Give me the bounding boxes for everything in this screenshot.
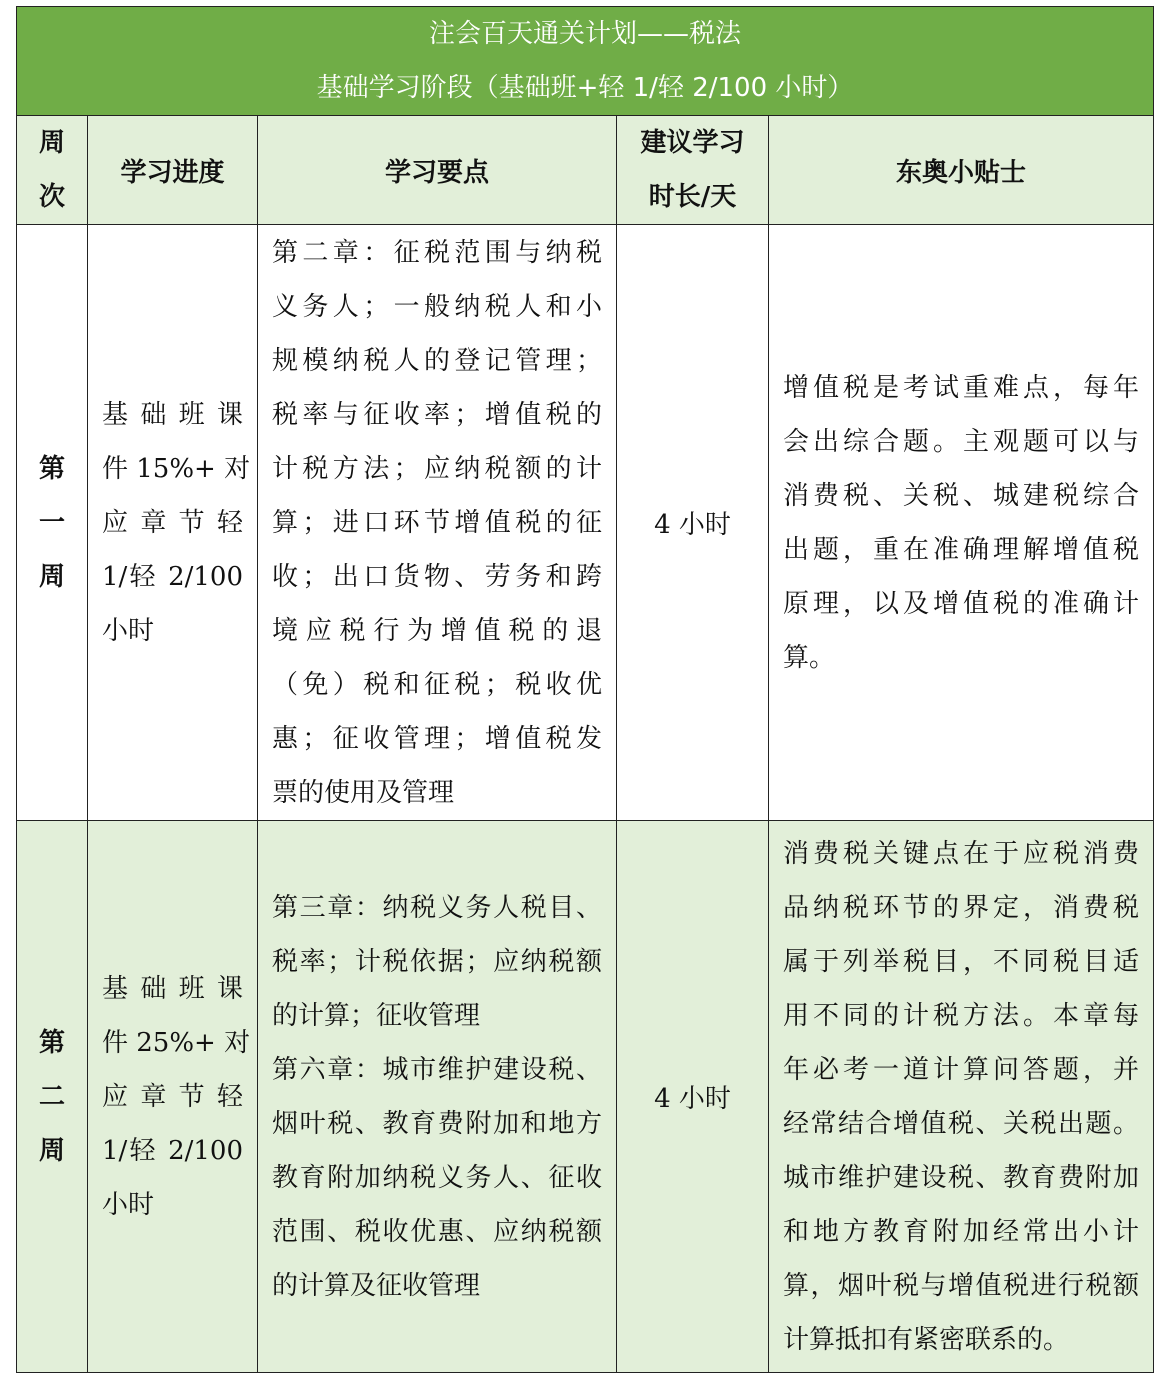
text-line: 境应税行为增值税的退 bbox=[272, 615, 602, 646]
text-line: 基础班课 bbox=[102, 399, 243, 430]
tips-cell bbox=[769, 225, 1154, 821]
progress-cell bbox=[88, 225, 258, 821]
header-duration-line: 时长/天 bbox=[648, 182, 737, 212]
text-line: 用不同的计税方法。本章每 bbox=[783, 1000, 1139, 1031]
text-line: 小时 bbox=[102, 1189, 155, 1220]
text-line: 义务人；一般纳税人和小 bbox=[272, 291, 602, 322]
week-cell bbox=[17, 821, 88, 1373]
text-line: 烟叶税、教育费附加和地方 bbox=[272, 1108, 602, 1139]
study-plan-table bbox=[16, 6, 1154, 1373]
header-progress: 学习进度 bbox=[88, 116, 258, 225]
header-duration-line: 建议学习 bbox=[640, 128, 745, 158]
text-line: 算；进口环节增值税的征 bbox=[272, 507, 602, 538]
text-line: 教育附加纳税义务人、征收 bbox=[272, 1162, 602, 1193]
title-line-2: 基础学习阶段（基础班+轻 1/轻 2/100 小时） bbox=[316, 73, 854, 103]
text-line: 应章节轻 bbox=[102, 1081, 243, 1112]
points-cell bbox=[258, 821, 617, 1373]
tips-cell bbox=[769, 821, 1154, 1373]
text-line: 和地方教育附加经常出小计 bbox=[783, 1216, 1139, 1247]
text-line: 的计算；征收管理 bbox=[272, 1000, 481, 1031]
text-line: 原理，以及增值税的准确计 bbox=[783, 588, 1139, 619]
text-line: 件 25%+ 对 bbox=[102, 1027, 251, 1058]
table-row bbox=[17, 225, 1154, 821]
text-line: 出题，重在准确理解增值税 bbox=[783, 534, 1139, 565]
header-row bbox=[17, 116, 1154, 225]
text-line: 计税方法；应纳税额的计 bbox=[272, 453, 602, 484]
text-line: 应章节轻 bbox=[102, 507, 243, 538]
text-line: 范围、税收优惠、应纳税额 bbox=[272, 1216, 602, 1247]
week-char: 二 bbox=[38, 1081, 65, 1112]
text-line: 品纳税环节的界定，消费税 bbox=[783, 892, 1139, 923]
header-tips: 东奥小贴士 bbox=[769, 116, 1154, 225]
text-line: 消费税、关税、城建税综合 bbox=[783, 480, 1139, 511]
text-line: 第三章：纳税义务人税目、 bbox=[272, 892, 602, 923]
duration-cell: 4 小时 bbox=[617, 225, 769, 821]
duration-cell: 4 小时 bbox=[617, 821, 769, 1373]
text-line: 1/轻 2/100 bbox=[102, 1135, 243, 1166]
text-line: 惠；征收管理；增值税发 bbox=[272, 723, 602, 754]
text-line: 算。 bbox=[783, 642, 836, 673]
header-points: 学习要点 bbox=[258, 116, 617, 225]
text-line: 税率与征收率；增值税的 bbox=[272, 399, 602, 430]
header-week-line: 周 bbox=[38, 128, 65, 158]
text-line: 基础班课 bbox=[102, 973, 243, 1004]
progress-cell bbox=[88, 821, 258, 1373]
text-line: 年必考一道计算问答题，并 bbox=[783, 1054, 1139, 1085]
text-line: 小时 bbox=[102, 615, 155, 646]
text-line: 规模纳税人的登记管理； bbox=[272, 345, 602, 376]
text-line: 第二章：征税范围与纳税 bbox=[272, 237, 602, 268]
table-title bbox=[17, 7, 1154, 116]
text-line: 会出综合题。主观题可以与 bbox=[783, 426, 1139, 457]
week-cell bbox=[17, 225, 88, 821]
text-line: 计算抵扣有紧密联系的。 bbox=[783, 1324, 1070, 1355]
title-line-1: 注会百天通关计划——税法 bbox=[428, 19, 741, 49]
text-line: 税率；计税依据；应纳税额 bbox=[272, 946, 602, 977]
text-line: （免）税和征税；税收优 bbox=[272, 669, 602, 700]
week-char: 周 bbox=[38, 561, 65, 592]
week-char: 周 bbox=[38, 1135, 65, 1166]
text-line: 增值税是考试重难点，每年 bbox=[783, 372, 1139, 403]
text-line: 件 15%+ 对 bbox=[102, 453, 251, 484]
week-char: 第 bbox=[38, 453, 65, 484]
text-line: 经常结合增值税、关税出题。 bbox=[783, 1108, 1139, 1139]
text-line: 第六章：城市维护建设税、 bbox=[272, 1054, 602, 1085]
text-line: 算，烟叶税与增值税进行税额 bbox=[783, 1270, 1139, 1301]
text-line: 城市维护建设税、教育费附加 bbox=[783, 1162, 1139, 1193]
table-row bbox=[17, 821, 1154, 1373]
text-line: 的计算及征收管理 bbox=[272, 1270, 481, 1301]
points-cell bbox=[258, 225, 617, 821]
header-duration bbox=[617, 116, 769, 225]
week-char: 一 bbox=[38, 507, 65, 538]
text-line: 1/轻 2/100 bbox=[102, 561, 243, 592]
text-line: 属于列举税目，不同税目适 bbox=[783, 946, 1139, 977]
text-line: 收；出口货物、劳务和跨 bbox=[272, 561, 602, 592]
week-char: 第 bbox=[38, 1027, 65, 1058]
header-week-line: 次 bbox=[38, 182, 65, 212]
header-week bbox=[17, 116, 88, 225]
text-line: 消费税关键点在于应税消费 bbox=[783, 838, 1139, 869]
text-line: 票的使用及管理 bbox=[272, 777, 455, 808]
